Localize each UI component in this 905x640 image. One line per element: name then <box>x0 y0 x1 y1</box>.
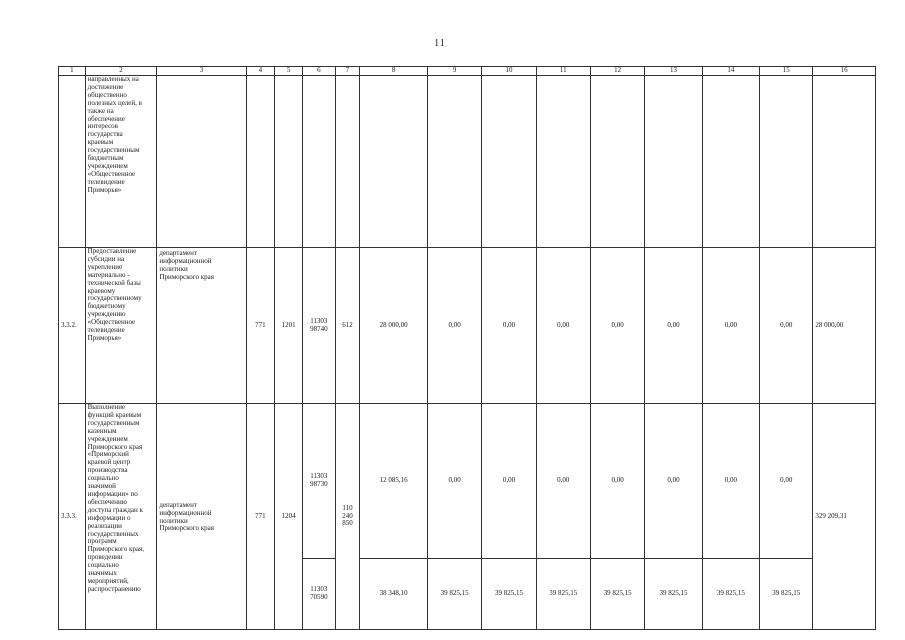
column-header: 4 <box>246 67 275 76</box>
value-cell: 0,00 <box>427 404 481 559</box>
value-cell: 39 825,15 <box>760 559 813 630</box>
column-header: 5 <box>275 67 303 76</box>
table-row <box>59 248 876 404</box>
row-col4: 771 <box>246 404 275 630</box>
table-header-row <box>59 67 876 76</box>
budget-table <box>58 66 876 630</box>
value-cell: 0,00 <box>482 248 536 404</box>
row-col7: 110 240 850 <box>335 404 360 630</box>
value-cell: 38 348,10 <box>360 559 428 630</box>
column-header: 7 <box>335 67 360 76</box>
row-department: департамент информационной политики Приморского края <box>157 404 246 630</box>
column-header: 12 <box>590 67 644 76</box>
row-col5: 1204 <box>275 404 303 630</box>
value-cell: 0,00 <box>536 404 590 559</box>
row-col7: 612 <box>335 248 360 404</box>
column-header: 9 <box>427 67 481 76</box>
row-department: департамент информационной политики Приморского края <box>157 248 246 404</box>
column-header: 11 <box>536 67 590 76</box>
table-row <box>59 76 876 248</box>
value-cell: 28 000,00 <box>360 248 428 404</box>
column-header: 2 <box>85 67 157 76</box>
value-cell: 0,00 <box>702 404 759 559</box>
value-cell: 39 825,15 <box>427 559 481 630</box>
value-cell: 39 825,15 <box>590 559 644 630</box>
row-description: Предоставление субсидии на укрепление материально - технической базы краевому государственному бюджетному учреждению «Общественное телевидение Приморья» <box>85 248 157 404</box>
value-cell: 0,00 <box>482 404 536 559</box>
value-cell: 0,00 <box>760 248 813 404</box>
row-id: 3.3.3. <box>59 404 86 630</box>
value-cell: 0,00 <box>645 248 702 404</box>
column-header: 15 <box>760 67 813 76</box>
row-total: 329 209,31 <box>813 404 876 630</box>
value-cell: 0,00 <box>590 248 644 404</box>
value-cell: 0,00 <box>760 404 813 559</box>
row-id: 3.3.2. <box>59 248 86 404</box>
row-description: направленных на достижение общественно полезных целей, в также на обеспечение интересов государства краевым государственным бюджетным учреждением «Общественное телевидение Приморья» <box>85 76 157 248</box>
column-header: 13 <box>645 67 702 76</box>
column-header: 10 <box>482 67 536 76</box>
value-cell: 39 825,15 <box>702 559 759 630</box>
value-cell: 0,00 <box>536 248 590 404</box>
value-cell: 39 825,15 <box>536 559 590 630</box>
table-row <box>59 404 876 559</box>
row-total: 28 000,00 <box>813 248 876 404</box>
page-number: 11 <box>434 38 446 49</box>
value-cell: 0,00 <box>427 248 481 404</box>
column-header: 16 <box>813 67 876 76</box>
row-col6: 11303 98740 <box>302 248 335 404</box>
value-cell: 12 085,16 <box>360 404 428 559</box>
row-col6: 11303 98730 <box>302 404 335 559</box>
column-header: 6 <box>302 67 335 76</box>
row-col5: 1201 <box>275 248 303 404</box>
row-description: Выполнение функций краевым государственным казенным учреждением Приморского края «Приморский краевой центр производства социально значимой информации» по обеспечению доступа граждан к информации о реализации государственных программ Приморского края, проведении социально значимых мероприятий, распространению <box>85 404 157 630</box>
row-col4: 771 <box>246 248 275 404</box>
value-cell: 0,00 <box>702 248 759 404</box>
value-cell: 39 825,15 <box>482 559 536 630</box>
row-col6: 11303 70590 <box>302 559 335 630</box>
column-header: 8 <box>360 67 428 76</box>
value-cell: 0,00 <box>645 404 702 559</box>
value-cell: 39 825,15 <box>645 559 702 630</box>
column-header: 14 <box>702 67 759 76</box>
column-header: 1 <box>59 67 86 76</box>
column-header: 3 <box>157 67 246 76</box>
value-cell: 0,00 <box>590 404 644 559</box>
row-id <box>59 76 86 248</box>
